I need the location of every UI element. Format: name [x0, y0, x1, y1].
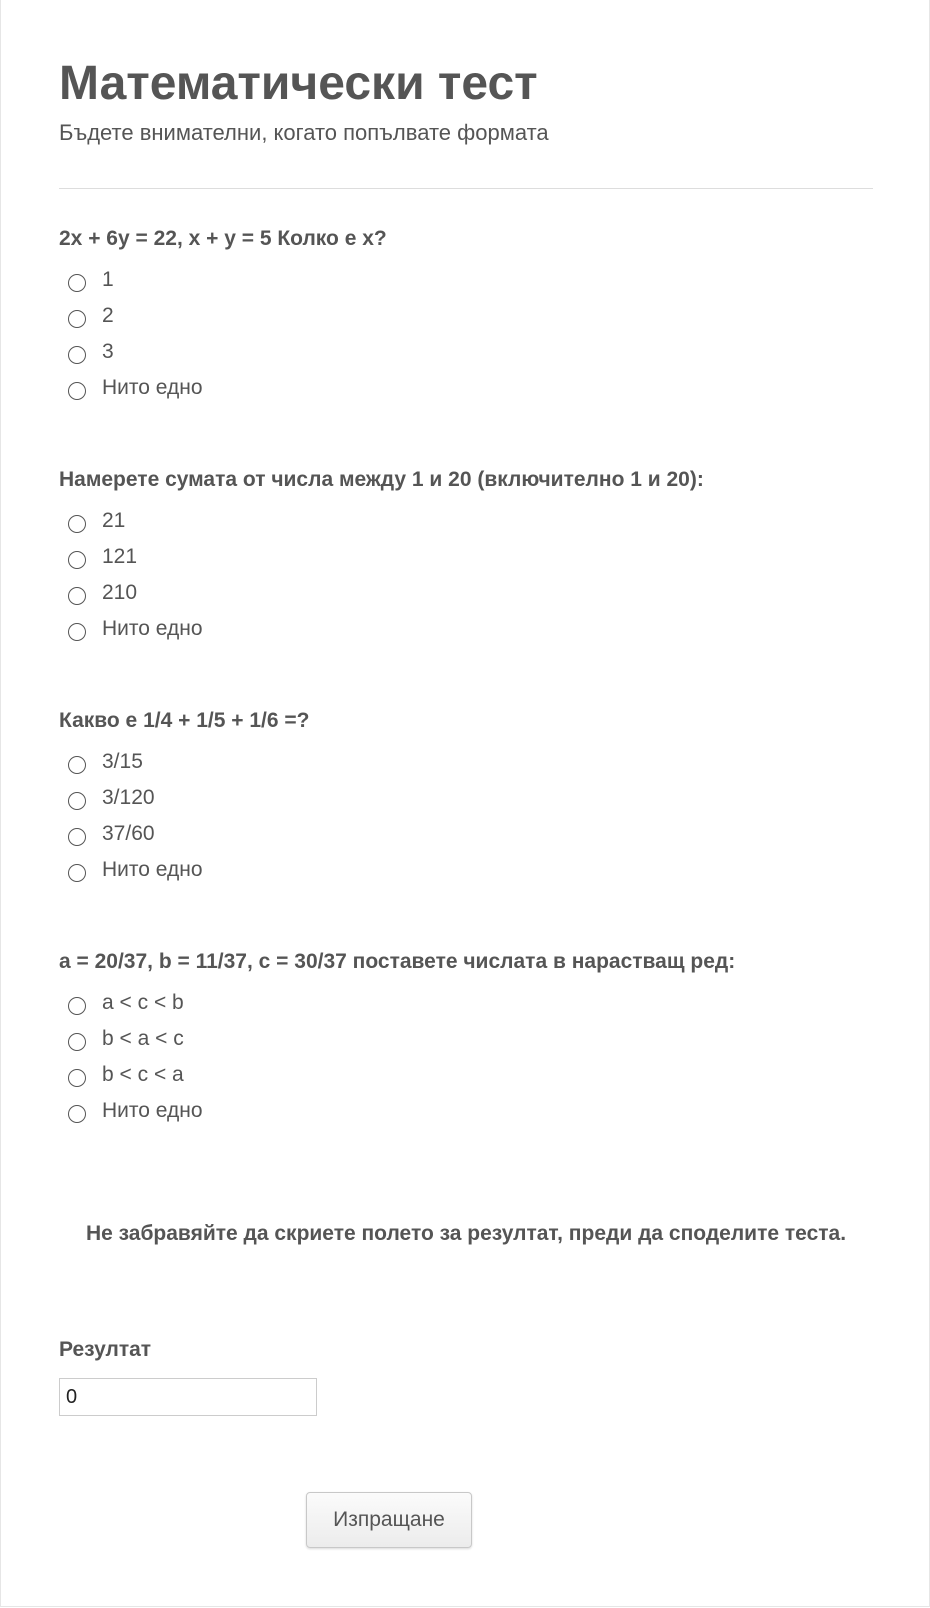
- question-2: [59, 467, 889, 647]
- option-label: 3/120: [102, 786, 155, 809]
- question-label: a = 20/37, b = 11/37, c = 30/37 поставете числата в нарастващ ред:: [59, 950, 736, 973]
- option-label: 2: [102, 304, 114, 327]
- radio-option[interactable]: [59, 744, 889, 780]
- option-label: a < c < b: [102, 991, 184, 1014]
- result-input[interactable]: [59, 1378, 317, 1416]
- radio-button[interactable]: [68, 1033, 86, 1051]
- radio-option[interactable]: [59, 370, 889, 406]
- option-label: 1: [102, 268, 114, 291]
- option-label: 3: [102, 340, 114, 363]
- radio-button[interactable]: [68, 623, 86, 641]
- question-4: [59, 949, 889, 1129]
- radio-button[interactable]: [68, 792, 86, 810]
- option-label: Нито едно: [102, 617, 203, 640]
- radio-button[interactable]: [68, 1105, 86, 1123]
- option-label: 3/15: [102, 750, 143, 773]
- option-label: Нито едно: [102, 858, 203, 881]
- option-label: b < a < c: [102, 1027, 184, 1050]
- option-label: b < c < a: [102, 1063, 184, 1086]
- result-label: Резултат: [59, 1338, 152, 1361]
- option-label: 37/60: [102, 822, 155, 845]
- question-label: Какво е 1/4 + 1/5 + 1/6 =?: [59, 709, 310, 732]
- radio-button[interactable]: [68, 310, 86, 328]
- radio-option[interactable]: [59, 852, 889, 888]
- option-label: 21: [102, 509, 126, 532]
- form-header: [59, 56, 873, 146]
- radio-option[interactable]: [59, 1021, 889, 1057]
- radio-option[interactable]: [59, 816, 889, 852]
- radio-button[interactable]: [68, 756, 86, 774]
- radio-button[interactable]: [68, 587, 86, 605]
- question-1: [59, 226, 889, 406]
- radio-option[interactable]: [59, 334, 889, 370]
- radio-button[interactable]: [68, 864, 86, 882]
- radio-option[interactable]: [59, 780, 889, 816]
- radio-option[interactable]: [59, 1057, 889, 1093]
- radio-option[interactable]: [59, 503, 889, 539]
- radio-button[interactable]: [68, 382, 86, 400]
- radio-button[interactable]: [68, 828, 86, 846]
- option-label: 121: [102, 545, 138, 568]
- radio-option[interactable]: [59, 539, 889, 575]
- radio-option[interactable]: [59, 262, 889, 298]
- radio-button[interactable]: [68, 551, 86, 569]
- radio-option[interactable]: [59, 611, 889, 647]
- form-title: Математически тест: [59, 57, 538, 110]
- radio-button[interactable]: [68, 515, 86, 533]
- radio-button[interactable]: [68, 1069, 86, 1087]
- question-3: [59, 708, 889, 888]
- header-divider: [59, 188, 873, 189]
- radio-button[interactable]: [68, 346, 86, 364]
- radio-option[interactable]: [59, 1093, 889, 1129]
- question-label: Намерете сумата от числа между 1 и 20 (включително 1 и 20):: [59, 468, 704, 491]
- radio-option[interactable]: [59, 575, 889, 611]
- radio-option[interactable]: [59, 298, 889, 334]
- option-label: Нито едно: [102, 376, 203, 399]
- option-label: Нито едно: [102, 1099, 203, 1122]
- option-label: 210: [102, 581, 138, 604]
- notice-text: Не забравяйте да скриете полето за резултат, преди да споделите теста.: [85, 1222, 847, 1245]
- radio-button[interactable]: [68, 997, 86, 1015]
- radio-button[interactable]: [68, 274, 86, 292]
- form-subtitle: Бъдете внимателни, когато попълвате формата: [59, 120, 549, 145]
- radio-option[interactable]: [59, 985, 889, 1021]
- submit-button[interactable]: Изпращане: [306, 1492, 472, 1548]
- question-label: 2x + 6y = 22, x + y = 5 Колко е x?: [59, 227, 387, 250]
